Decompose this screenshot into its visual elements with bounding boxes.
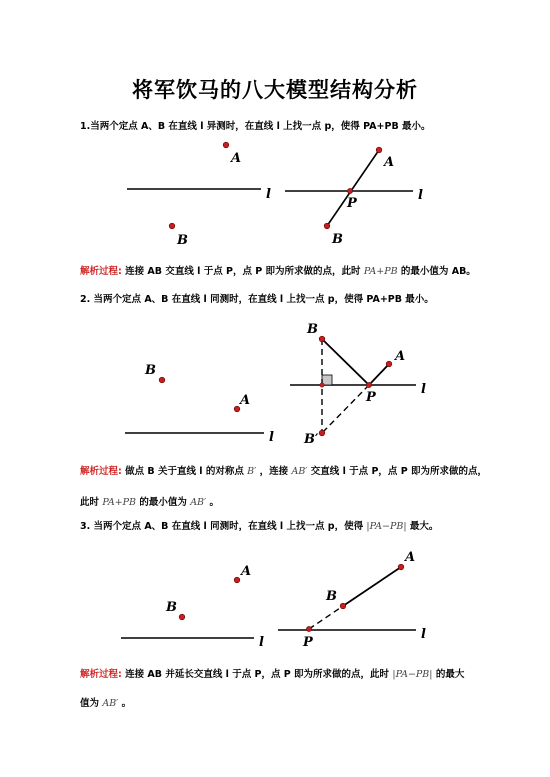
question-text: 最大。 (409, 521, 439, 532)
solution-label: 解析过程: (80, 266, 122, 277)
point-p (347, 188, 352, 193)
segment-ab (327, 150, 379, 226)
math-expression: |PA−PB| (366, 521, 407, 532)
label-l: l (266, 187, 271, 202)
solution-2-line-2 (80, 494, 219, 508)
solution-label: 解析过程: (80, 669, 122, 680)
math-expression: |PA−PB| (392, 669, 433, 680)
label-a: A (231, 151, 242, 166)
label-b: B (326, 589, 337, 604)
label-b-prime: B′ (304, 432, 319, 447)
point-a (234, 406, 240, 412)
point-a (376, 147, 382, 153)
label-a: A (384, 155, 395, 170)
label-p: P (366, 390, 376, 405)
question-2: 2. 当两个定点 A、B 在直线 l 同测时，在直线 l 上找一点 p，使得 PA+PB 最小。 (80, 294, 434, 305)
segment-pb-prime (322, 385, 369, 433)
solution-text: 的最大 (435, 669, 465, 680)
label-l: l (269, 430, 274, 445)
solution-text: 此时 (80, 497, 100, 508)
solution-text: 连接 AB 并延长交直线 l 于点 P，点 P 即为所求做的点，此时 (125, 669, 390, 680)
question-text: 3. 当两个定点 A、B 在直线 l 同测时，在直线 l 上找一点 p，使得 (80, 521, 364, 532)
math-expression: PA+PB (363, 266, 398, 277)
math-expression: AB′ (291, 466, 308, 477)
solution-text: 。 (121, 698, 132, 709)
math-expression: AB′ (102, 698, 119, 709)
solution-text: 做点 B 关于直线 l 的对称点 (125, 466, 244, 477)
label-a: A (405, 550, 416, 565)
label-b: B (166, 600, 177, 615)
figure-1-right (285, 147, 423, 247)
point-a (234, 577, 240, 583)
point-b (159, 377, 165, 383)
label-a: A (395, 349, 406, 364)
point-a (223, 142, 229, 148)
extension-bp (309, 606, 343, 629)
segment-pa (369, 364, 389, 385)
figure-2-left (125, 363, 274, 445)
label-l: l (421, 382, 426, 397)
point-b-prime (319, 430, 325, 436)
foot-point (320, 383, 324, 387)
point-p (366, 382, 371, 387)
question-3 (80, 518, 438, 532)
point-a (398, 564, 404, 570)
point-b (179, 614, 185, 620)
point-p (306, 626, 311, 631)
solution-3-line-2 (80, 695, 131, 709)
figure-1-left (127, 142, 271, 248)
math-expression: PA+PB (102, 497, 137, 508)
solution-3-line-1 (80, 666, 464, 680)
point-b (340, 603, 346, 609)
label-b: B (177, 233, 188, 248)
solution-1 (80, 263, 476, 277)
solution-text: 值为 (80, 698, 100, 709)
label-l: l (259, 635, 264, 650)
label-l: l (418, 188, 423, 203)
figure-2-right (290, 322, 426, 447)
label-b: B (307, 322, 318, 337)
solution-text: 连接 AB 交直线 l 于点 P，点 P 即为所求做的点，此时 (125, 266, 361, 277)
label-p: P (347, 196, 357, 211)
label-p: P (303, 635, 313, 650)
figure-3-left (121, 564, 264, 650)
solution-text-tail: 的最小值为 AB。 (400, 266, 476, 277)
solution-label: 解析过程: (80, 466, 122, 477)
solution-text: 交直线 l 于点 P，点 P 即为所求做的点， (310, 466, 487, 477)
label-l: l (421, 627, 426, 642)
solution-text: 。 (209, 497, 220, 508)
page-title: 将军饮马的八大模型结构分析 (132, 78, 418, 102)
label-b: B (145, 363, 156, 378)
point-b (319, 336, 325, 342)
figure-3-right (278, 550, 426, 650)
math-expression: B′ (247, 466, 257, 477)
label-a: A (241, 564, 252, 579)
math-expression: AB′ (190, 497, 207, 508)
label-a: A (240, 393, 251, 408)
point-a (386, 361, 392, 367)
question-1: 1.当两个定点 A、B 在直线 l 异测时，在直线 l 上找一点 p，使得 PA+PB 最小。 (80, 121, 431, 132)
point-b (324, 223, 330, 229)
segment-ab (343, 567, 401, 606)
solution-2-line-1 (80, 463, 487, 477)
point-b (169, 223, 175, 229)
solution-text: ，连接 (259, 466, 289, 477)
label-b: B (332, 232, 343, 247)
solution-text: 的最小值为 (139, 497, 187, 508)
